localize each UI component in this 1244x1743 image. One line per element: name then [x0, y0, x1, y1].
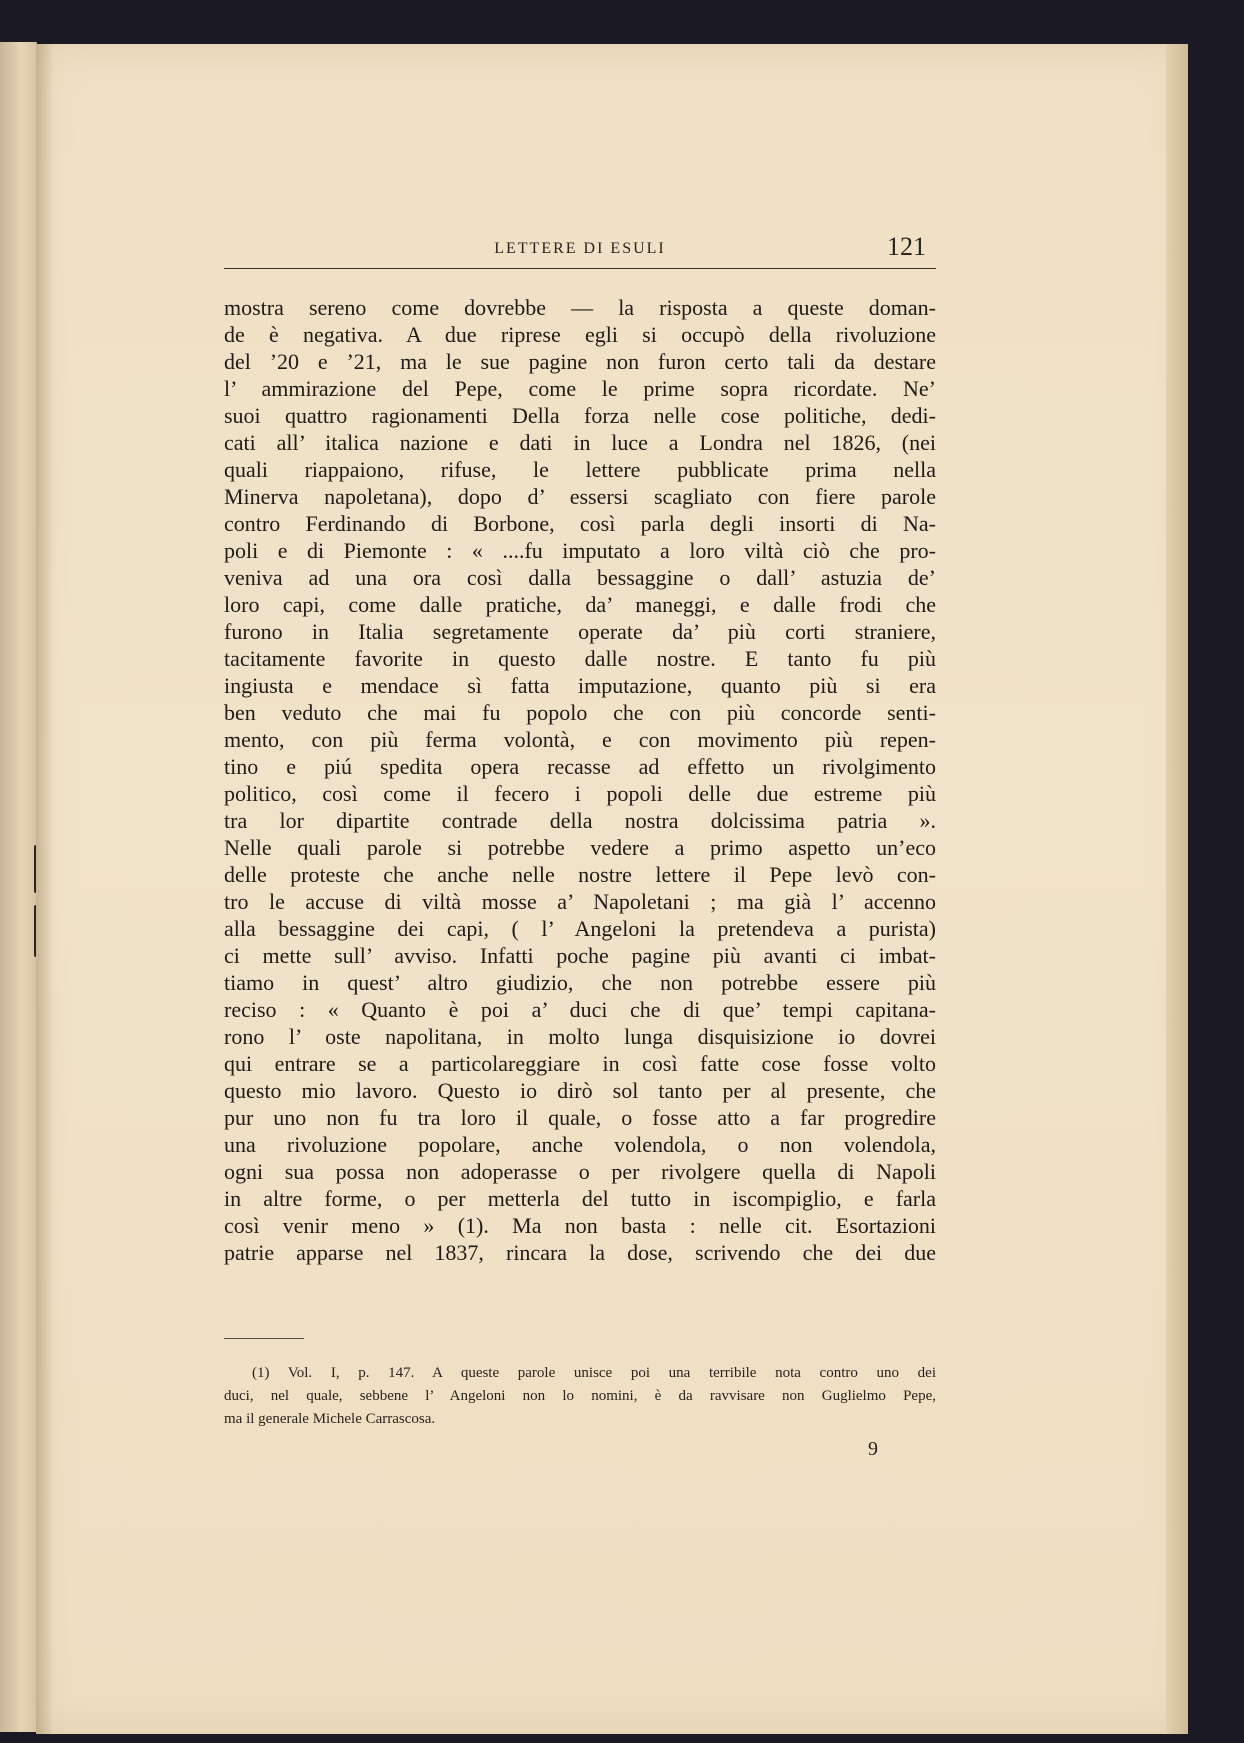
- signature-mark: 9: [868, 1438, 878, 1460]
- text-line: Minerva napoletana), dopo d’ essersi scagliato con fiere parole: [224, 484, 936, 509]
- footnote: [224, 1362, 936, 1431]
- text-line: contro Ferdinando di Borbone, così parla degli insorti di Na-: [224, 511, 936, 536]
- text-line: tiamo in quest’ altro giudizio, che non potrebbe essere più: [224, 970, 936, 995]
- footnote-line: (1) Vol. I, p. 147. A queste parole unisce poi una terribile nota contro uno dei: [252, 1365, 936, 1381]
- text-line: una rivoluzione popolare, anche volendola, o non volendola,: [224, 1132, 936, 1157]
- text-line: in altre forme, o per metterla del tutto in iscompiglio, e farla: [224, 1186, 936, 1211]
- text-line: furono in Italia segretamente operate da’ più corti straniere,: [224, 619, 936, 644]
- text-line: poli e di Piemonte : « ....fu imputato a loro viltà ciò che pro-: [224, 538, 936, 563]
- text-line: suoi quattro ragionamenti Della forza nelle cose politiche, dedi-: [224, 403, 936, 428]
- text-line: ci mette sull’ avviso. Infatti poche pagine più avanti ci imbat-: [224, 943, 936, 968]
- text-line: tacitamente favorite in questo dalle nostre. E tanto fu più: [224, 646, 936, 671]
- text-line: delle proteste che anche nelle nostre lettere il Pepe levò con-: [224, 862, 936, 887]
- text-line: ben veduto che mai fu popolo che con più concorde senti-: [224, 700, 936, 725]
- text-line: reciso : « Quanto è poi a’ duci che di que’ tempi capitana-: [224, 997, 936, 1022]
- text-line: così venir meno » (1). Ma non basta : nelle cit. Esortazioni: [224, 1213, 936, 1238]
- text-line: pur uno non fu tra loro il quale, o fosse atto a far progredire: [224, 1105, 936, 1130]
- text-line: mento, con più ferma volontà, e con movimento più repen-: [224, 727, 936, 752]
- text-line: politico, così come il fecero i popoli delle due estreme più: [224, 781, 936, 806]
- gutter-shadow: [36, 44, 54, 1734]
- footnote-line: ma il generale Michele Carrascosa.: [224, 1411, 436, 1427]
- footnote-rule: [224, 1338, 304, 1339]
- text-line: questo mio lavoro. Questo io dirò sol tanto per al presente, che: [224, 1078, 936, 1103]
- text-line: Nelle quali parole si potrebbe vedere a primo aspetto un’eco: [224, 835, 936, 860]
- body-text: [224, 294, 936, 1266]
- left-page-edge: [0, 42, 37, 1732]
- text-line: tino e piú spedita opera recasse ad effetto un rivolgimento: [224, 754, 936, 779]
- text-line: alla bessaggine dei capi, ( l’ Angeloni la pretendeva a purista): [224, 916, 936, 941]
- text-line: patrie apparse nel 1837, rincara la dose, scrivendo che dei due: [224, 1240, 936, 1265]
- running-head: [224, 230, 936, 269]
- text-line: l’ ammirazione del Pepe, come le prime sopra ricordate. Ne’: [224, 376, 936, 401]
- text-line: quali riappaiono, rifuse, le lettere pubblicate prima nella: [224, 457, 936, 482]
- text-line: veniva ad una ora così dalla bessaggine o dall’ astuzia de’: [224, 565, 936, 590]
- running-title: LETTERE DI ESULI: [494, 240, 666, 257]
- book-page: [36, 44, 1188, 1734]
- text-line: qui entrare se a particolareggiare in così fatte cose fosse volto: [224, 1051, 936, 1076]
- text-line: cati all’ italica nazione e dati in luce a Londra nel 1826, (nei: [224, 430, 936, 455]
- text-line: ogni sua possa non adoperasse o per rivolgere quella di Napoli: [224, 1159, 936, 1184]
- footnote-line: duci, nel quale, sebbene l’ Angeloni non lo nomini, è da ravvisare non Guglielmo Pepe,: [224, 1388, 936, 1404]
- page-number: 121: [887, 232, 926, 261]
- text-line: mostra sereno come dovrebbe — la risposta a queste doman-: [224, 295, 936, 320]
- text-line: del ’20 e ’21, ma le sue pagine non furon certo tali da destare: [224, 349, 936, 374]
- text-line: rono l’ oste napolitana, in molto lunga disquisizione io dovrei: [224, 1024, 936, 1049]
- text-line: loro capi, come dalle pratiche, da’ maneggi, e dalle frodi che: [224, 592, 936, 617]
- text-line: de è negativa. A due riprese egli si occupò della rivoluzione: [224, 322, 936, 347]
- text-line: tra lor dipartite contrade della nostra dolcissima patria ».: [224, 808, 936, 833]
- text-line: tro le accuse di viltà mosse a’ Napoletani ; ma già l’ accenno: [224, 889, 936, 914]
- page-fore-edge: [1166, 44, 1188, 1734]
- text-line: ingiusta e mendace sì fatta imputazione, quanto più si era: [224, 673, 936, 698]
